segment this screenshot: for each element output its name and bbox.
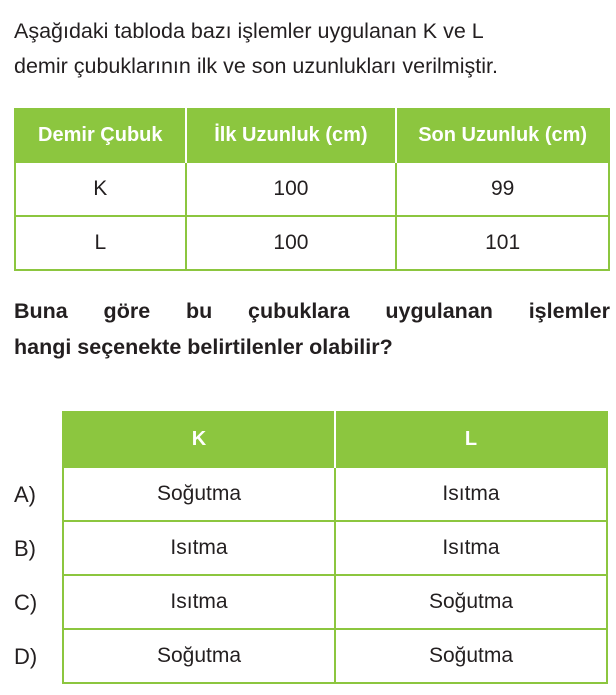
option-letter-c[interactable]: C) bbox=[14, 590, 38, 615]
options-table bbox=[62, 411, 608, 684]
header-demir-cubuk: Demir Çubuk bbox=[15, 109, 186, 162]
option-letter-a[interactable]: A) bbox=[14, 482, 36, 507]
option-b-l: Isıtma bbox=[335, 521, 607, 575]
option-c-k: Isıtma bbox=[63, 575, 335, 629]
length-table bbox=[14, 108, 610, 271]
option-row-d[interactable] bbox=[63, 629, 607, 683]
intro-text bbox=[14, 14, 614, 84]
question-line-2: hangi seçenekte belirtilenler olabilir? bbox=[14, 335, 393, 359]
options-table-header bbox=[63, 412, 607, 467]
final-length-cell: 101 bbox=[396, 216, 609, 270]
intro-line-2: demir çubuklarının ilk ve son uzunlukları verilmiştir. bbox=[14, 54, 498, 78]
option-b-k: Isıtma bbox=[63, 521, 335, 575]
option-row-a[interactable] bbox=[63, 467, 607, 521]
header-l: L bbox=[335, 412, 607, 467]
rod-name-cell: K bbox=[15, 162, 186, 216]
question-text bbox=[14, 293, 610, 365]
option-d-k: Soğutma bbox=[63, 629, 335, 683]
option-letter-d[interactable]: D) bbox=[14, 644, 38, 669]
option-row-c[interactable] bbox=[63, 575, 607, 629]
initial-length-cell: 100 bbox=[186, 162, 397, 216]
header-ilk-uzunluk: İlk Uzunluk (cm) bbox=[186, 109, 397, 162]
rod-name-cell: L bbox=[15, 216, 186, 270]
option-c-l: Soğutma bbox=[335, 575, 607, 629]
length-table-header bbox=[15, 109, 609, 162]
option-a-l: Isıtma bbox=[335, 467, 607, 521]
option-letter-b[interactable]: B) bbox=[14, 536, 36, 561]
option-d-l: Soğutma bbox=[335, 629, 607, 683]
table-row bbox=[15, 162, 609, 216]
question-line-1: Buna göre bu çubuklara uygulanan işlemler bbox=[14, 299, 610, 323]
option-row-b[interactable] bbox=[63, 521, 607, 575]
final-length-cell: 99 bbox=[396, 162, 609, 216]
initial-length-cell: 100 bbox=[186, 216, 397, 270]
header-son-uzunluk: Son Uzunluk (cm) bbox=[396, 109, 609, 162]
table-row bbox=[15, 216, 609, 270]
header-k: K bbox=[63, 412, 335, 467]
option-a-k: Soğutma bbox=[63, 467, 335, 521]
intro-line-1: Aşağıdaki tabloda bazı işlemler uygulanan K ve L bbox=[14, 19, 484, 43]
